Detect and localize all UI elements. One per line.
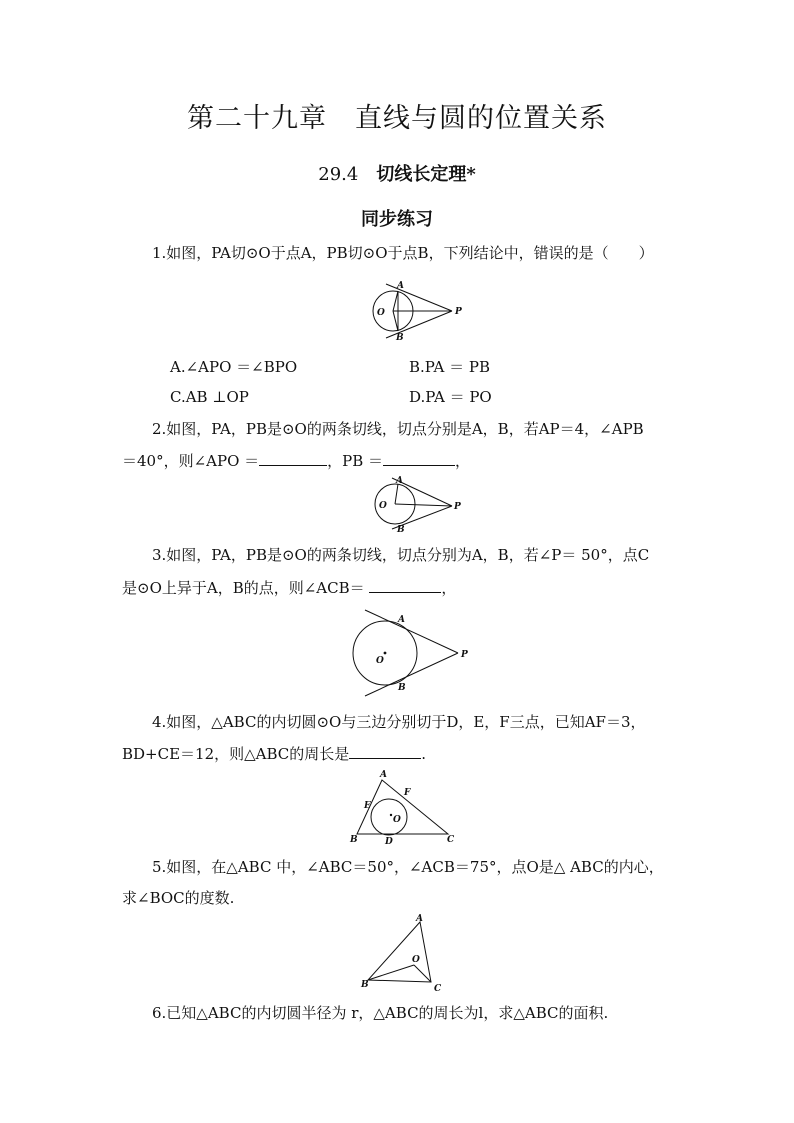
q2-line2 <box>122 451 470 471</box>
q1-option-a: A.∠APO ＝∠BPO <box>170 358 298 376</box>
q4-incircle <box>371 799 407 835</box>
q3-label-o: O <box>376 656 384 666</box>
q3-line2 <box>122 578 456 598</box>
q3-label-a: A <box>398 615 405 625</box>
section-title: 切线长定理* <box>376 164 476 185</box>
q2-label-a: A <box>396 476 403 486</box>
q1-label-o: O <box>377 308 385 318</box>
q3-label-b: B <box>398 683 406 693</box>
q2-figure <box>360 474 470 532</box>
q5-figure <box>355 912 455 994</box>
q5-label-a: A <box>416 914 423 924</box>
q4-label-e: E <box>364 801 371 811</box>
q1-label-a: A <box>397 281 404 291</box>
q1-label-p: P <box>455 307 462 317</box>
q5-line1: 5.如图，在△ABC 中，∠ABC＝50°，∠ACB＝75°，点O是△ ABC的内心， <box>152 858 664 876</box>
q4-line2 <box>122 744 426 764</box>
q1-segment-oa <box>393 291 398 311</box>
q4-label-o: O <box>393 815 401 825</box>
q1-label-b: B <box>396 333 404 343</box>
q4-figure <box>345 768 465 848</box>
q2-label-o: O <box>379 501 387 511</box>
q4-text-a: BD+CE＝12，则△ABC的周长是 <box>122 745 350 763</box>
q4-label-f: F <box>404 788 411 798</box>
q5-label-c: C <box>434 984 442 994</box>
q3-blank-acb[interactable] <box>369 578 441 593</box>
q2-segment-op <box>395 504 452 506</box>
q3-line1: 3.如图，PA，PB是⊙O的两条切线，切点分别为A，B，若∠P＝ 50°，点C <box>152 546 650 564</box>
q6-line1: 6.已知△ABC的内切圆半径为 r，△ABC的周长为l，求△ABC的面积. <box>152 1004 609 1022</box>
q2-text-a: ＝40°，则∠APO ＝ <box>122 452 260 470</box>
q2-line1: 2.如图，PA，PB是⊙O的两条切线，切点分别是A，B，若AP＝4，∠APB <box>152 420 644 438</box>
q4-label-c: C <box>447 835 455 845</box>
q4-label-d: D <box>385 837 393 847</box>
q5-label-b: B <box>361 980 369 990</box>
q4-text-b: . <box>421 745 427 763</box>
q1-option-c: C.AB ⊥OP <box>170 388 249 406</box>
q1-figure <box>360 278 470 344</box>
subtitle: 同步练习 <box>361 209 433 230</box>
section-heading <box>0 160 794 186</box>
q2-label-p: P <box>454 502 461 512</box>
q3-center-dot <box>384 652 387 655</box>
section-number: 29.4 <box>318 164 359 185</box>
q3-text-b: ， <box>441 579 457 597</box>
q5-label-o: O <box>412 955 420 965</box>
q5-line2: 求∠BOC的度数. <box>122 889 235 907</box>
q4-center-dot <box>390 814 392 816</box>
q1-stem: 1.如图，PA切⊙O于点A，PB切⊙O于点B，下列结论中，错误的是（ ） <box>152 244 654 262</box>
q2-label-b: B <box>397 525 405 532</box>
q3-text-a: 是⊙O上异于A，B的点，则∠ACB＝ <box>122 579 370 597</box>
q2-text-b: ，PB ＝ <box>327 452 384 470</box>
chapter-title: 第二十九章 直线与圆的位置关系 <box>187 103 607 134</box>
q3-label-p: P <box>461 650 468 660</box>
q2-text-c: ， <box>455 452 471 470</box>
q2-segment-oa <box>395 484 398 504</box>
q3-figure <box>345 606 475 698</box>
q3-tangent-pa <box>365 610 458 653</box>
q2-blank-pb[interactable] <box>383 451 455 466</box>
q1-segment-ob <box>393 311 398 331</box>
q4-blank-perimeter[interactable] <box>349 744 421 759</box>
q1-option-b: B.PA ＝ PB <box>409 358 490 376</box>
q4-line1: 4.如图，△ABC的内切圆⊙O与三边分别切于D，E，F三点，已知AF＝3， <box>152 713 646 731</box>
q1-option-d: D.PA ＝ PO <box>409 388 492 406</box>
q4-label-a: A <box>380 770 387 780</box>
q2-blank-apo[interactable] <box>259 451 327 466</box>
q4-label-b: B <box>350 835 358 845</box>
